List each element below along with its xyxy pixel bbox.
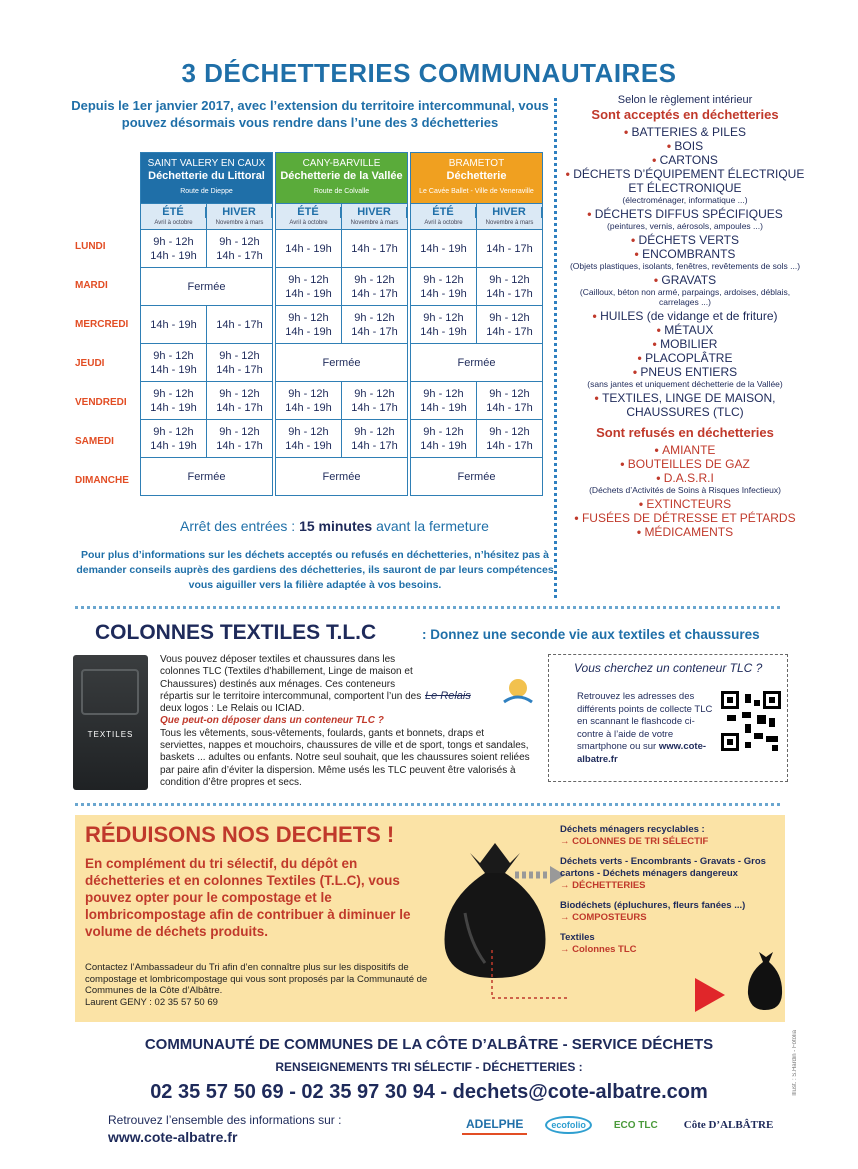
winter-title: HIVER — [207, 207, 272, 218]
qr-box — [548, 654, 788, 782]
hours-cell: 9h - 12h 14h - 19h — [420, 425, 467, 452]
hours-cell: 9h - 12h 14h - 19h — [150, 425, 197, 452]
center-name: BRAMETOT — [448, 158, 505, 169]
destination-text: COMPOSTEURS — [572, 912, 647, 923]
hours-cell: 9h - 12h 14h - 19h — [285, 311, 332, 338]
iciad-logo — [500, 676, 536, 708]
rule-item: • DÉCHETS VERTS — [560, 233, 810, 247]
day-label: LUNDI — [75, 241, 106, 252]
hours-cell: 14h - 17h — [476, 230, 542, 267]
reduce-title: RÉDUISONS NOS DECHETS ! — [85, 822, 395, 847]
rule-item: • BOIS — [560, 139, 810, 153]
season-header — [141, 203, 272, 229]
schedule-row — [141, 457, 272, 495]
ecotlc-logo: ECO TLC — [613, 1119, 658, 1131]
destination-label — [560, 944, 780, 956]
rule-item: • DÉCHETS DIFFUS SPÉCIFIQUES — [560, 207, 810, 221]
vertical-divider — [554, 98, 557, 598]
winter-label — [342, 204, 407, 229]
schedule-row — [411, 229, 542, 267]
waste-destinations — [560, 824, 780, 964]
rule-item: • BOUTEILLES DE GAZ — [560, 457, 810, 471]
tlc-title: COLONNES TEXTILES T.L.C — [95, 621, 377, 644]
rule-detail: (peintures, vernis, aérosols, ampoules ...) — [607, 221, 763, 231]
destination-text: DÉCHETTERIES — [572, 880, 646, 891]
center-column — [140, 152, 273, 496]
day-label: MARDI — [75, 280, 108, 291]
summer-label — [141, 204, 207, 229]
intro-text: Depuis le 1er janvier 2017, avec l’extension du territoire intercommunal, vous pouvez désormais vous rendre dans l’une des 3 déchetteries — [71, 98, 549, 130]
schedule-row — [276, 343, 407, 381]
hours-cell: 9h - 12h 14h - 17h — [206, 382, 272, 419]
destination-label — [560, 912, 780, 924]
hours-cell: 9h - 12h 14h - 19h — [150, 387, 197, 414]
center-header — [141, 153, 272, 203]
waste-type: Biodéchets (épluchures, fleurs fanées ...) — [560, 900, 746, 911]
schedule-row — [141, 305, 272, 343]
tlc-subtitle: : Donnez une seconde vie aux textiles et chaussures — [422, 627, 760, 642]
hours-cell: Fermée — [457, 470, 496, 483]
day-label: JEUDI — [75, 358, 105, 369]
hours-cell: 9h - 12h 14h - 17h — [206, 344, 272, 381]
destination-group — [560, 856, 780, 892]
footer-contacts[interactable]: 02 35 57 50 69 - 02 35 97 30 94 - dechets@cote-albatre.com — [150, 1081, 708, 1103]
hours-cell: 9h - 12h 14h - 17h — [476, 382, 542, 419]
footer-org: COMMUNAUTÉ DE COMMUNES DE LA CÔTE D’ALBÂTRE - SERVICE DÉCHETS — [144, 1036, 714, 1053]
summer-label — [411, 204, 477, 229]
center-subtitle: Déchetterie de la Vallée — [280, 170, 403, 182]
schedule-row — [141, 419, 272, 457]
rule-item: • TEXTILES, LINGE DE MAISON, CHAUSSURES (TLC) — [560, 391, 810, 419]
destination-text: COLONNES DE TRI SÉLECTIF — [572, 836, 709, 847]
rule-item: • MÉDICAMENTS — [560, 525, 810, 539]
rule-detail: (sans jantes et uniquement déchetterie de la Vallée) — [587, 379, 783, 389]
rule-item: • CARTONS — [560, 153, 810, 167]
hours-cell: 14h - 19h — [285, 242, 332, 255]
center-column — [275, 152, 408, 496]
center-name: CANY-BARVILLE — [302, 158, 381, 169]
rule-item: • MÉTAUX — [560, 323, 810, 337]
reduce-contact: Contactez l’Ambassadeur du Tri afin d’en connaître plus sur les dispositifs de compostage et lombricompostage qui vous sont proposés par la Communauté de Communes de la Côte d’Albâtre. Laurent GENY : 02 35 57 50 69 — [85, 962, 428, 1008]
hours-cell: 9h - 12h 14h - 19h — [150, 235, 197, 262]
schedule-row — [141, 381, 272, 419]
tlc-paragraph-2: Tous les vêtements, sous-vêtements, foulards, gants et bonnets, draps et serviettes, nappes et mouchoirs, chaussures de ville et de sport, tongs et sandales, baskets ... adultes ou enfants. Notre seul souhait, que les chaussures soient reliées par paire afin d’éviter la dispersion. Même usés les TLC peuvent être valorisés à condition d’être propres et secs. — [160, 727, 530, 788]
footer-url[interactable]: www.cote-albatre.fr — [108, 1129, 238, 1145]
center-road: Route de Colvalle — [313, 188, 370, 195]
summer-months: Avril à octobre — [424, 220, 463, 226]
adelphe-logo: ADELPHE — [462, 1115, 527, 1135]
day-label: MERCREDI — [75, 319, 129, 330]
section-divider — [75, 606, 780, 609]
schedule-row — [276, 457, 407, 495]
waste-type: Déchets ménagers recyclables : — [560, 824, 705, 835]
le-relais-logo: Le Relais — [425, 690, 471, 702]
schedule-row — [411, 305, 542, 343]
footer-info: RENSEIGNEMENTS TRI SÉLECTIF - DÉCHETTERIES : — [275, 1060, 583, 1074]
rule-item: • AMIANTE — [560, 443, 810, 457]
hours-cell: 9h - 12h 14h - 17h — [476, 420, 542, 457]
hours-cell: 9h - 12h 14h - 19h — [285, 387, 332, 414]
winter-label — [477, 204, 542, 229]
winter-months: Novembre à mars — [485, 220, 534, 226]
schedule-row — [411, 267, 542, 305]
rules-panel — [560, 94, 810, 539]
schedule-row — [276, 229, 407, 267]
rule-item: • ENCOMBRANTS — [560, 247, 810, 261]
accepted-heading: Sont acceptés en déchetteries — [591, 107, 779, 122]
footer-more: Retrouvez l’ensemble des informations sur : — [108, 1113, 342, 1127]
rule-detail: (électroménager, informatique ...) — [622, 195, 748, 205]
arrow-icon: → — [560, 944, 573, 955]
red-arrow-icon — [695, 978, 725, 1017]
rule-item: • HUILES (de vidange et de friture) — [560, 309, 810, 323]
rule-item: • DÉCHETS D’ÉQUIPEMENT ÉLECTRIQUE ET ÉLECTRONIQUE — [560, 167, 810, 195]
rule-detail: (Objets plastiques, isolants, fenêtres, revêtements de sols ...) — [569, 261, 801, 271]
hours-cell: 9h - 12h 14h - 19h — [420, 311, 467, 338]
winter-title: HIVER — [342, 207, 407, 218]
page-title: 3 DÉCHETTERIES COMMUNAUTAIRES — [181, 58, 677, 88]
destination-group — [560, 900, 780, 924]
hours-cell: Fermée — [457, 356, 496, 369]
waste-type: Déchets verts - Encombrants - Gravats - Gros cartons - Déchets ménagers dangereux — [560, 856, 766, 879]
rule-item: • PNEUS ENTIERS — [560, 365, 810, 379]
schedule-row — [411, 343, 542, 381]
hours-cell: 14h - 17h — [206, 306, 272, 343]
qr-box-url[interactable]: www.cote-albatre.fr — [577, 741, 707, 765]
schedule-row — [276, 305, 407, 343]
tlc-text — [160, 654, 532, 789]
winter-months: Novembre à mars — [350, 220, 399, 226]
rule-item: • MOBILIER — [560, 337, 810, 351]
center-header — [411, 153, 542, 203]
schedule-row — [276, 267, 407, 305]
hours-cell: 9h - 12h 14h - 19h — [150, 349, 197, 376]
center-subtitle: Déchetterie du Littoral — [148, 170, 265, 182]
hours-cell: 9h - 12h 14h - 17h — [476, 306, 542, 343]
summer-label — [276, 204, 342, 229]
tlc-paragraph-1: Vous pouvez déposer textiles et chaussures dans les colonnes TLC (Textiles d’habillement, Linge de maison et Chaussures) destinés aux ménages. Ces conteneurs répartis sur le territoire intercommunal, comportent l’un des deux logos : Le Relais ou ICIAD. — [160, 654, 422, 715]
textile-bin-image — [73, 655, 148, 790]
summer-months: Avril à octobre — [154, 220, 193, 226]
photo-credit: Illust. : S.Hardin - Fotolia — [792, 1030, 798, 1096]
destination-group — [560, 824, 780, 848]
summer-title: ÉTÉ — [276, 207, 341, 218]
more-info-text: Pour plus d’informations sur les déchets acceptés ou refusés en déchetteries, n’hésitez pas à demander conseils auprès des gardiens des déchetteries, ils sauront de par leurs compétences vous aiguiller vers la filière adaptée à vos besoins. — [76, 549, 554, 591]
hours-cell: 9h - 12h 14h - 19h — [285, 425, 332, 452]
rules-intro: Selon le règlement intérieur — [617, 94, 753, 106]
destination-label — [560, 836, 780, 848]
entry-stop-notice: Arrêt des entrées : 15 minutes avant la fermeture — [180, 518, 489, 534]
rule-item: • EXTINCTEURS — [560, 497, 810, 511]
flow-arrows — [470, 840, 573, 1010]
day-label: VENDREDI — [75, 397, 127, 408]
winter-label — [207, 204, 272, 229]
refused-list — [560, 443, 810, 539]
qr-box-title: Vous cherchez un conteneur TLC ? — [574, 661, 763, 675]
destination-group — [560, 932, 780, 956]
schedule-row — [141, 267, 272, 305]
hours-cell: 14h - 17h — [341, 230, 407, 267]
rule-item: • BATTERIES & PILES — [560, 125, 810, 139]
winter-title: HIVER — [477, 207, 542, 218]
center-road: Le Cavée Ballet - Ville de Veneraville — [419, 188, 534, 195]
hours-cell: Fermée — [187, 280, 226, 293]
waste-type: Textiles — [560, 932, 595, 943]
arrow-icon: → — [560, 880, 573, 891]
winter-months: Novembre à mars — [215, 220, 264, 226]
partner-logos — [462, 1115, 777, 1135]
section-divider — [75, 803, 780, 806]
hours-cell: Fermée — [322, 470, 361, 483]
bin-slot — [81, 669, 139, 715]
summer-title: ÉTÉ — [411, 207, 476, 218]
schedule-row — [276, 381, 407, 419]
accepted-list — [560, 125, 810, 419]
destination-text: Colonnes TLC — [572, 944, 637, 955]
hours-cell: 9h - 12h 14h - 17h — [341, 420, 407, 457]
qr-box-text: Retrouvez les adresses des différents points de collecte TLC en scannant le flashcode ci-contre à l’aide de votre smartphone ou sur www.cote-albatre.fr — [577, 691, 713, 765]
rule-item: • D.A.S.R.I — [560, 471, 810, 485]
hours-cell: 14h - 19h — [420, 242, 467, 255]
center-road: Route de Dieppe — [180, 188, 233, 195]
rule-item: • FUSÉES DE DÉTRESSE ET PÉTARDS — [560, 511, 810, 525]
refused-heading: Sont refusés en déchetteries — [596, 425, 774, 440]
hours-cell: 9h - 12h 14h - 17h — [206, 230, 272, 267]
schedule-row — [141, 229, 272, 267]
tlc-question: Que peut-on déposer dans un conteneur TLC ? — [160, 715, 384, 727]
center-subtitle: Déchetterie — [446, 170, 507, 182]
rule-item: • GRAVATS — [560, 273, 810, 287]
schedule-row — [411, 457, 542, 495]
hours-cell: Fermée — [322, 356, 361, 369]
hours-cell: Fermée — [187, 470, 226, 483]
hours-cell: 9h - 12h 14h - 17h — [341, 268, 407, 305]
hours-cell: 9h - 12h 14h - 19h — [420, 273, 467, 300]
schedule-row — [411, 419, 542, 457]
center-name: SAINT VALERY EN CAUX — [147, 158, 266, 169]
hours-cell: 9h - 12h 14h - 17h — [206, 420, 272, 457]
summer-title: ÉTÉ — [141, 207, 206, 218]
schedule-row — [141, 343, 272, 381]
arrow-icon: → — [560, 912, 573, 923]
rule-item: • PLACOPLÂTRE — [560, 351, 810, 365]
season-header — [276, 203, 407, 229]
cote-albatre-logo: Côte D’ALBÂTRE — [683, 1119, 774, 1131]
center-column — [410, 152, 543, 496]
hours-cell: 14h - 19h — [150, 318, 197, 331]
center-header — [276, 153, 407, 203]
summer-months: Avril à octobre — [289, 220, 328, 226]
hours-cell: 9h - 12h 14h - 19h — [420, 387, 467, 414]
reduce-body: En complément du tri sélectif, du dépôt en déchetteries et en colonnes Textiles (T.L.C), vous pouvez opter pour le compostage et le lombricompostage afin de contribuer à diminuer le volume de déchets produits. — [85, 856, 411, 939]
ecofolio-logo: ecofolio — [545, 1116, 592, 1134]
rule-detail: (Cailloux, béton non armé, parpaings, ardoises, déblais, carrelages ...) — [579, 287, 791, 307]
qr-code-icon[interactable] — [721, 691, 781, 751]
day-label: SAMEDI — [75, 436, 114, 447]
rule-detail: (Déchets d’Activités de Soins à Risques Infectieux) — [589, 485, 781, 495]
day-label: DIMANCHE — [75, 475, 129, 486]
hours-cell: 9h - 12h 14h - 17h — [341, 306, 407, 343]
bin-label: TEXTILES — [87, 730, 134, 739]
season-header — [411, 203, 542, 229]
hours-cell: 9h - 12h 14h - 19h — [285, 273, 332, 300]
arrow-icon: → — [560, 836, 573, 847]
hours-cell: 9h - 12h 14h - 17h — [341, 382, 407, 419]
schedule-row — [276, 419, 407, 457]
destination-label — [560, 880, 780, 892]
hours-cell: 9h - 12h 14h - 17h — [476, 268, 542, 305]
schedule-row — [411, 381, 542, 419]
